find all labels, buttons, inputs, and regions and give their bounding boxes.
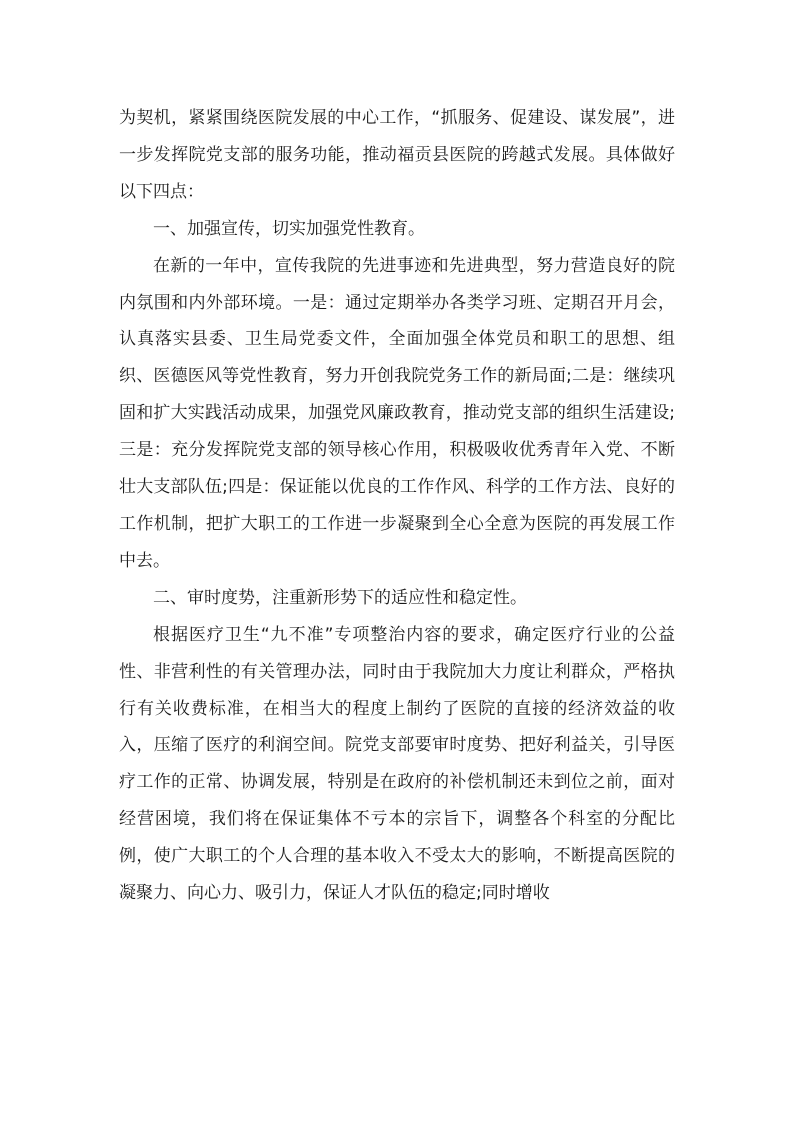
document-body xyxy=(119,100,675,912)
section-heading-one: 一、加强宣传，切实加强党性教育。 xyxy=(153,218,425,239)
paragraph-continuation: 为契机，紧紧围绕医院发展的中心工作，“抓服务、促建设、谋发展”，进一步发挥院党支部的服务功能，推动福贡县医院的跨越式发展。具体做好以下四点： xyxy=(119,108,675,202)
paragraph-publicity: 在新的一年中，宣传我院的先进事迹和先进典型，努力营造良好的院内氛围和内外部环境。一是：通过定期举办各类学习班、定期召开月会，认真落实县委、卫生局党委文件，全面加强全体党员和职工的思想、组织、医德医风等党性教育，努力开创我院党务工作的新局面;二是：继续巩固和扩大实践活动成果，加强党风廉政教育，推动党支部的组织生活建设;三是：充分发挥院党支部的领导核心作用，积极吸收优秀青年入党、不断壮大支部队伍;四是：保证能以优良的工作作风、科学的工作方法、良好的工作机制，把扩大职工的工作进一步凝聚到全心全意为医院的再发展工作中去。 xyxy=(119,255,675,571)
paragraph-adaptation: 根据医疗卫生“九不准”专项整治内容的要求，确定医疗行业的公益性、非营利性的有关管理办法，同时由于我院加大力度让利群众，严格执行有关收费标准，在相当大的程度上制约了医院的直接的经济效益的收入，压缩了医疗的利润空间。院党支部要审时度势、把好利益关，引导医疗工作的正常、协调发展，特别是在政府的补偿机制还未到位之前，面对经营困境，我们将在保证集体不亏本的宗旨下，调整各个科室的分配比例，使广大职工的个人合理的基本收入不受太大的影响，不断提高医院的凝聚力、向心力、吸引力，保证人才队伍的稳定;同时增收 xyxy=(119,624,675,904)
section-heading-two: 二、审时度势，注重新形势下的适应性和稳定性。 xyxy=(153,587,527,608)
